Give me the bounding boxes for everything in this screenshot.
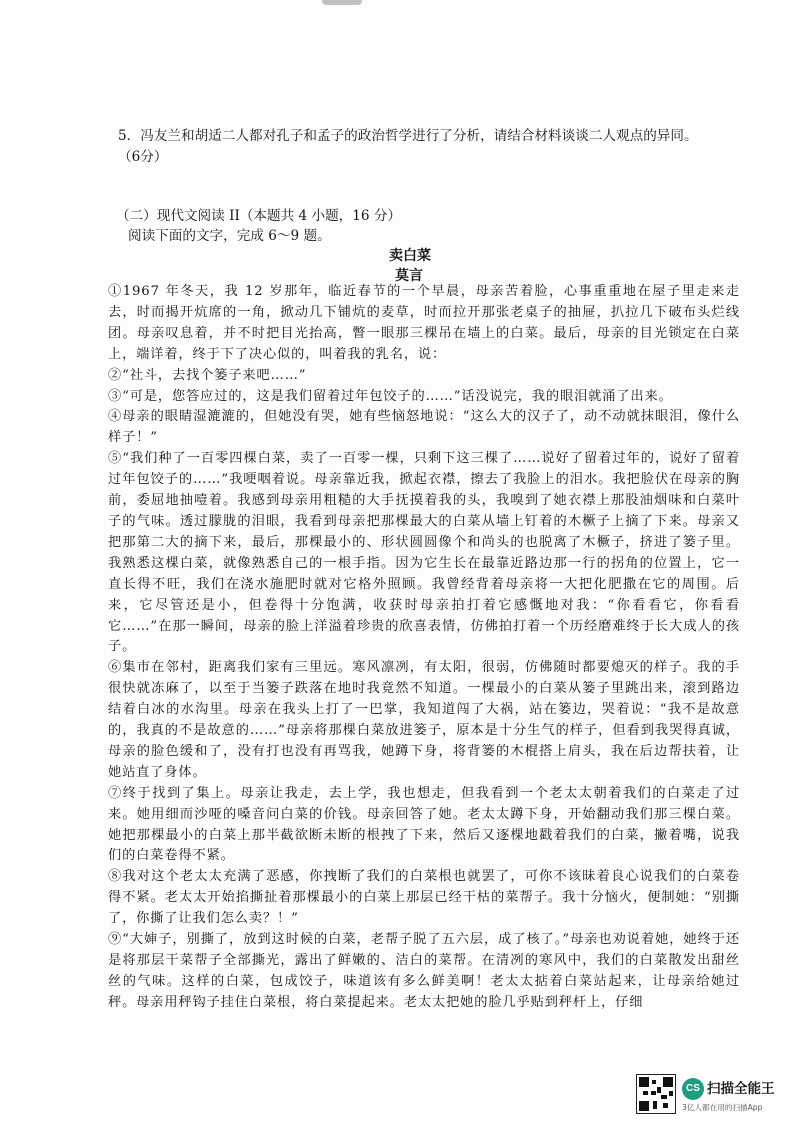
brand-name: 扫描全能王 xyxy=(707,1081,775,1097)
paragraph-5: ⑤“我们种了一百零四棵白菜，卖了一百零一棵，只剩下这三棵了……说好了留着过年的，说好了留着过年包饺子的……”我哽咽着说。母亲靠近我，掀起衣襟，擦去了我脸上的泪水。我把脸伏在母亲的胸前，委屈地抽噎着。我感到母亲用粗糙的大手抚摸着我的头，我嗅到了她衣襟上那股油烟味和白菜叶子的气味。透过朦胧的泪眼，我看到母亲把那棵最大的白菜从墙上钉着的木橛子上摘了下来。母亲又把那第二大的摘下来，最后，那棵最小的、形状圆圆像个和尚头的也脱离了木橛子，挤进了篓子里。我熟悉这棵白菜，就像熟悉自己的一根手指。因为它生长在最靠近路边那一行的拐角的位置上，它一直长得不旺，我们在浇水施肥时就对它格外照顾。我曾经背着母亲将一大把化肥撒在它的周围。后来，它尽管还是小，但卷得十分饱满，收获时母亲拍打着它感慨地对我：“你看看它，你看看它……”在那一瞬间，母亲的脸上洋溢着珍贵的欣喜表情，仿佛拍打着一个历经磨难终于长大成人的孩子。 xyxy=(108,451,740,655)
paragraph-3: ③“可是，您答应过的，这是我们留着过年包饺子的……”话没说完，我的眼泪就涌了出来。 xyxy=(108,388,673,404)
question-5-score: （6分） xyxy=(118,149,168,165)
article-author: 莫言 xyxy=(395,268,423,284)
scanner-watermark xyxy=(682,1076,792,1116)
scan-artifact-mark xyxy=(322,0,362,5)
article-title: 卖白菜 xyxy=(389,248,431,264)
paragraph-9: ⑨“大婶子，别撕了，放到这时候的白菜，老帮子脱了五六层，成了核了。”母亲也劝说着她，她终于还是将那层干菜帮子全部撕光，露出了鲜嫩的、洁白的菜帮。在清冽的寒风中，我们的白菜散发出甜丝丝的气味。这样的白菜，包成饺子，味道该有多么鲜美啊！老太太掂着白菜站起来，让母亲给她过秤。母亲用秤钩子挂住白菜根，将白菜提起来。老太太把她的脸几乎贴到秤杆上，仔细 xyxy=(108,932,740,1010)
article-body xyxy=(108,282,740,1014)
brand-tagline: 3亿人都在用的扫描App xyxy=(682,1103,763,1112)
paragraph-4: ④母亲的眼睛湿漉漉的，但她没有哭，她有些恼怒地说：“这么大的汉子了，动不动就抹眼泪，像什么样子！” xyxy=(108,409,740,446)
section-heading: （二）现代文阅读 II（本题共 4 小题，16 分） xyxy=(116,208,402,224)
paragraph-7: ⑦终于找到了集上。母亲让我走，去上学，我也想走，但我看到一个老太太朝着我们的白菜走了过来。她用细而沙哑的嗓音问白菜的价钱。母亲回答了她。老太太蹲下身，开始翻动我们那三棵白菜。她把那棵最小的白菜上那半截欲断未断的根拽了下来，然后又逐棵地戳着我们的白菜，撇着嘴，说我们的白菜卷得不紧。 xyxy=(108,785,740,864)
paragraph-2: ②“社斗，去找个篓子来吧……” xyxy=(108,367,307,383)
reading-instruction: 阅读下面的文字，完成 6～9 题。 xyxy=(128,228,331,244)
paragraph-6: ⑥集市在邻村，距离我们家有三里远。寒风凛冽，有太阳，很弱，仿佛随时都要熄灭的样子。我的手很快就冻麻了，以至于当篓子跌落在地时我竟然不知道。一棵最小的白菜从篓子里跳出来，滚到路边结着白冰的水沟里。母亲在我头上打了一巴掌，我知道闯了大祸，站在篓边，哭着说：“我不是故意的，我真的不是故意的……”母亲将那棵白菜放进篓子，原本是十分生气的样子，但看到我哭得真诚，母亲的脸色缓和了，没有打也没有再骂我，她蹲下身，将背篓的木棍搭上肩头，我在后边帮扶着，让她站直了身体。 xyxy=(108,660,740,780)
question-5 xyxy=(118,126,738,168)
qr-code-icon xyxy=(636,1074,676,1114)
paragraph-8: ⑧我对这个老太太充满了恶感，你拽断了我们的白菜根也就罢了，可你不该昧着良心说我们的白菜卷得不紧。老太太开始掐撕扯着那棵最小的白菜上那层已经干枯的菜帮子。我十分恼火，便制她：“别撕了，你撕了让我们怎么卖？！” xyxy=(108,869,740,927)
camscanner-logo-icon: CS xyxy=(682,1078,704,1100)
question-5-text: 5．冯友兰和胡适二人都对孔子和孟子的政治哲学进行了分析，请结合材料谈谈二人观点的异同。 xyxy=(118,128,698,144)
paragraph-1: ①1967 年冬天，我 12 岁那年，临近春节的一个早晨，母亲苦着脸，心事重重地在屋子里走来走去，时而揭开炕席的一角，掀动几下铺炕的麦草，时而拉开那张老桌子的抽屉，扒拉几下破布头烂线团。母亲叹息着，并不时把目光抬高，瞥一眼那三棵吊在墙上的白菜。最后，母亲的目光锁定在白菜上，端详着，终于下了决心似的，叫着我的乳名，说： xyxy=(108,284,740,362)
